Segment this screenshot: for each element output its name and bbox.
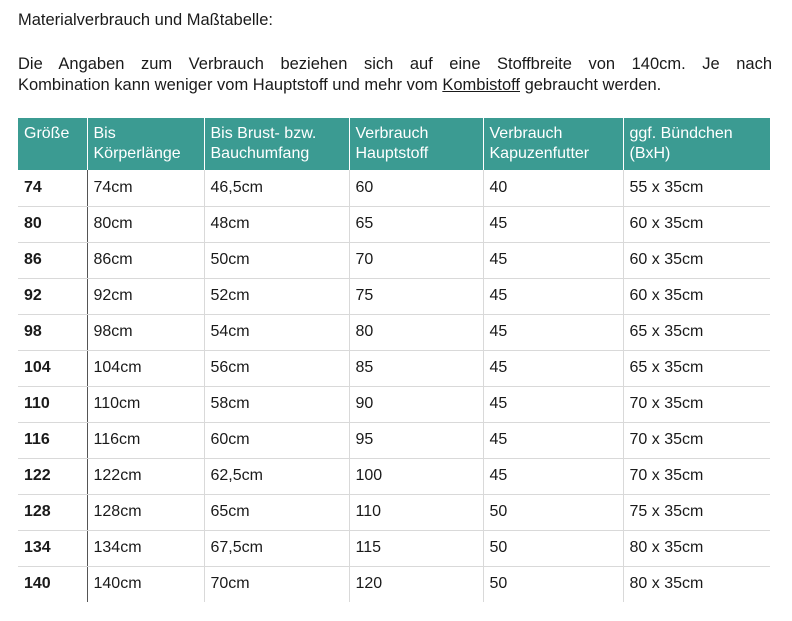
body-length-cell: 74cm <box>87 170 204 206</box>
cuff-cell: 65 x 35cm <box>623 350 770 386</box>
size-cell: 134 <box>18 530 87 566</box>
table-row <box>18 494 770 530</box>
body-length-cell: 110cm <box>87 386 204 422</box>
size-cell: 140 <box>18 566 87 602</box>
table-row <box>18 278 770 314</box>
main-fabric-cell: 70 <box>349 242 483 278</box>
intro-line-2 <box>18 75 772 96</box>
cuff-cell: 60 x 35cm <box>623 206 770 242</box>
hood-lining-cell: 45 <box>483 350 623 386</box>
table-row <box>18 566 770 602</box>
chest-cell: 58cm <box>204 386 349 422</box>
main-fabric-cell: 120 <box>349 566 483 602</box>
cuff-cell: 55 x 35cm <box>623 170 770 206</box>
header-hauptstoff-line: Hauptstoff <box>355 145 429 162</box>
header-kapuzenfutter-line: Kapuzenfutter <box>489 145 590 162</box>
table-row <box>18 314 770 350</box>
cuff-cell: 70 x 35cm <box>623 386 770 422</box>
body-length-cell: 122cm <box>87 458 204 494</box>
intro-line-1: Die Angaben zum Verbrauch beziehen sich auf eine Stoffbreite von 140cm. Je nach <box>18 55 772 73</box>
chest-cell: 46,5cm <box>204 170 349 206</box>
cuff-cell: 80 x 35cm <box>623 530 770 566</box>
header-kapuzenfutter <box>483 118 623 170</box>
size-table <box>18 118 770 602</box>
body-length-cell: 134cm <box>87 530 204 566</box>
kombistoff-term: Kombistoff <box>442 76 520 94</box>
body-length-cell: 98cm <box>87 314 204 350</box>
table-row <box>18 242 770 278</box>
chest-cell: 62,5cm <box>204 458 349 494</box>
hood-lining-cell: 45 <box>483 242 623 278</box>
table-row <box>18 206 770 242</box>
main-fabric-cell: 80 <box>349 314 483 350</box>
size-cell: 116 <box>18 422 87 458</box>
header-buendchen-line: ggf. Bündchen <box>629 125 733 142</box>
table-row <box>18 422 770 458</box>
table-header-row <box>18 118 770 170</box>
header-koerperlaenge <box>87 118 204 170</box>
intro-paragraph <box>18 54 772 96</box>
cuff-cell: 80 x 35cm <box>629 575 704 593</box>
table-row <box>18 530 770 566</box>
body-length-cell: 140cm <box>87 566 204 602</box>
main-fabric-cell: 90 <box>349 386 483 422</box>
body-length-cell: 116cm <box>87 422 204 458</box>
cuff-cell: 60 x 35cm <box>623 242 770 278</box>
hood-lining-cell: 40 <box>483 170 623 206</box>
main-fabric-cell: 100 <box>349 458 483 494</box>
main-fabric-cell: 85 <box>349 350 483 386</box>
size-cell: 92 <box>18 278 87 314</box>
header-groesse-line: Größe <box>24 125 70 142</box>
cuff-cell: 70 x 35cm <box>623 422 770 458</box>
size-cell: 98 <box>18 314 87 350</box>
table-row <box>18 458 770 494</box>
header-brustumfang <box>204 118 349 170</box>
header-groesse <box>18 118 87 170</box>
chest-cell: 70cm <box>204 566 349 602</box>
table-row <box>18 386 770 422</box>
chest-cell: 54cm <box>204 314 349 350</box>
cuff-cell: 70 x 35cm <box>623 458 770 494</box>
main-fabric-cell: 75 <box>349 278 483 314</box>
chest-cell: 50cm <box>204 242 349 278</box>
chest-cell: 65cm <box>204 494 349 530</box>
hood-lining-cell: 45 <box>483 206 623 242</box>
hood-lining-cell: 45 <box>483 314 623 350</box>
header-brustumfang-line: Bis Brust- bzw. <box>210 125 317 142</box>
size-cell: 86 <box>18 242 87 278</box>
intro-line-2-start: Kombination kann weniger vom Hauptstoff und mehr vom <box>18 76 443 94</box>
chest-cell: 60cm <box>204 422 349 458</box>
chest-cell: 52cm <box>204 278 349 314</box>
size-cell: 104 <box>18 350 87 386</box>
header-hauptstoff <box>349 118 483 170</box>
header-buendchen-line: (BxH) <box>629 145 671 162</box>
header-koerperlaenge-line: Bis <box>93 125 116 142</box>
main-fabric-cell: 65 <box>349 206 483 242</box>
hood-lining-cell: 50 <box>483 494 623 530</box>
header-kapuzenfutter-line: Verbrauch <box>489 125 563 142</box>
header-buendchen <box>623 118 770 170</box>
cuff-cell: 60 x 35cm <box>623 278 770 314</box>
cuff-cell: 75 x 35cm <box>623 494 770 530</box>
header-koerperlaenge-line: Körperlänge <box>93 145 181 162</box>
intro-line-2-end: gebraucht werden. <box>520 76 662 94</box>
table-row <box>18 350 770 386</box>
hood-lining-cell: 45 <box>483 278 623 314</box>
header-hauptstoff-line: Verbrauch <box>355 125 429 142</box>
body-length-cell: 92cm <box>87 278 204 314</box>
size-cell: 74 <box>18 170 87 206</box>
chest-cell: 48cm <box>204 206 349 242</box>
main-fabric-cell: 60 <box>349 170 483 206</box>
chest-cell: 56cm <box>204 350 349 386</box>
body-length-cell: 104cm <box>87 350 204 386</box>
body-length-cell: 128cm <box>87 494 204 530</box>
hood-lining-cell: 50 <box>483 566 623 602</box>
main-fabric-cell: 110 <box>349 494 483 530</box>
hood-lining-cell: 50 <box>483 530 623 566</box>
hood-lining-cell: 45 <box>483 422 623 458</box>
table-body <box>18 170 770 602</box>
hood-lining-cell: 45 <box>483 386 623 422</box>
main-fabric-cell: 115 <box>349 530 483 566</box>
cuff-cell: 65 x 35cm <box>623 314 770 350</box>
body-length-cell: 80cm <box>87 206 204 242</box>
main-fabric-cell: 95 <box>349 422 483 458</box>
size-cell: 122 <box>18 458 87 494</box>
chest-cell: 67,5cm <box>204 530 349 566</box>
size-cell: 128 <box>18 494 87 530</box>
table-row <box>18 170 770 206</box>
header-brustumfang-line: Bauchumfang <box>210 145 310 162</box>
size-cell: 110 <box>18 386 87 422</box>
page-title: Materialverbrauch und Maßtabelle: <box>18 11 273 29</box>
size-cell: 80 <box>18 206 87 242</box>
hood-lining-cell: 45 <box>483 458 623 494</box>
body-length-cell: 86cm <box>87 242 204 278</box>
